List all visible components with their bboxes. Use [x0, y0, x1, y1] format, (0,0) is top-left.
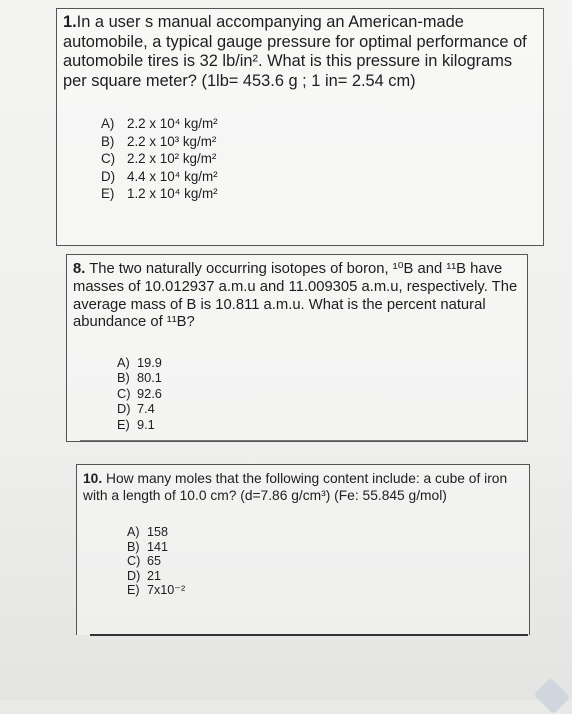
option-letter: A) [127, 525, 140, 539]
option-text: 9.1 [137, 416, 155, 432]
question-8-option-e[interactable] [117, 417, 162, 432]
question-10-option-c[interactable] [127, 554, 185, 569]
question-1-option-e[interactable] [101, 185, 218, 203]
question-1-option-c[interactable] [101, 150, 218, 168]
corner-decoration [534, 678, 571, 714]
option-letter: C) [127, 554, 141, 569]
option-letter: B) [127, 539, 140, 554]
question-1-option-d[interactable] [101, 168, 218, 186]
question-10-option-d[interactable] [127, 569, 185, 584]
bottom-rule [90, 634, 528, 636]
question-10-option-e[interactable] [127, 583, 185, 598]
question-8-box [66, 254, 528, 442]
option-text: 65 [147, 554, 162, 569]
option-letter: E) [101, 186, 115, 202]
question-8-option-d[interactable] [117, 401, 162, 416]
option-text: 21 [147, 568, 162, 583]
option-letter: B) [101, 133, 115, 149]
option-letter: A) [101, 116, 115, 131]
option-text: 7x10⁻² [147, 583, 186, 598]
option-text: 80.1 [137, 370, 162, 386]
divider-line [80, 440, 526, 441]
option-text: 141 [147, 539, 169, 554]
question-8-text: The two naturally occurring isotopes of boron, ¹⁰B and ¹¹B have masses of 10.012937 a.m.u and 11.009305 a.m.u, respectively. The average mass of B is 10.811 a.m.u. What is the percent natural abundance of ¹¹B? [73, 261, 518, 331]
question-8-option-c[interactable] [117, 386, 162, 401]
question-10-options [127, 525, 185, 598]
option-text: 158 [147, 525, 169, 539]
option-letter: A) [117, 355, 130, 370]
option-text: 19.9 [137, 355, 162, 370]
option-text: 92.6 [137, 385, 162, 401]
question-10-stem [83, 471, 523, 504]
question-10-text: How many moles that the following content include: a cube of iron with a length of 10.0 cm? (d=7.86 g/cm³) (Fe: 55.845 g/mol) [83, 471, 508, 503]
question-1-box [56, 8, 544, 246]
question-1-options [101, 115, 218, 203]
question-8-options [117, 355, 162, 432]
question-10-number: 10. [83, 471, 103, 486]
question-10-option-a[interactable] [127, 525, 185, 540]
question-10-option-b[interactable] [127, 540, 185, 555]
question-10-box [76, 464, 530, 635]
option-letter: D) [101, 168, 116, 184]
option-letter: E) [117, 416, 130, 432]
option-letter: C) [101, 151, 116, 167]
question-1-number: 1. [63, 13, 77, 31]
question-8-option-b[interactable] [117, 370, 162, 385]
option-letter: E) [127, 583, 140, 598]
option-text: 2.2 x 10⁴ kg/m² [127, 116, 218, 131]
option-letter: D) [117, 401, 131, 417]
question-8-stem [73, 261, 523, 332]
option-letter: B) [117, 370, 130, 386]
option-text: 2.2 x 10² kg/m² [127, 151, 217, 167]
question-1-stem [63, 13, 537, 92]
option-letter: C) [117, 385, 131, 401]
option-text: 4.4 x 10⁴ kg/m² [127, 168, 218, 184]
option-text: 1.2 x 10⁴ kg/m² [127, 186, 218, 202]
question-1-option-a[interactable] [101, 115, 218, 133]
option-letter: D) [127, 568, 141, 583]
question-8-option-a[interactable] [117, 355, 162, 370]
option-text: 7.4 [137, 401, 155, 417]
option-text: 2.2 x 10³ kg/m² [127, 133, 217, 149]
question-1-option-b[interactable] [101, 133, 218, 151]
question-8-number: 8. [73, 261, 86, 277]
question-1-text: In a user s manual accompanying an American-made automobile, a typical gauge pressure for optimal performance of automobile tires is 32 lb/in². What is this pressure in kilograms per square meter? (1lb= 453.6 g ; 1 in= 2.54 cm) [63, 13, 527, 91]
